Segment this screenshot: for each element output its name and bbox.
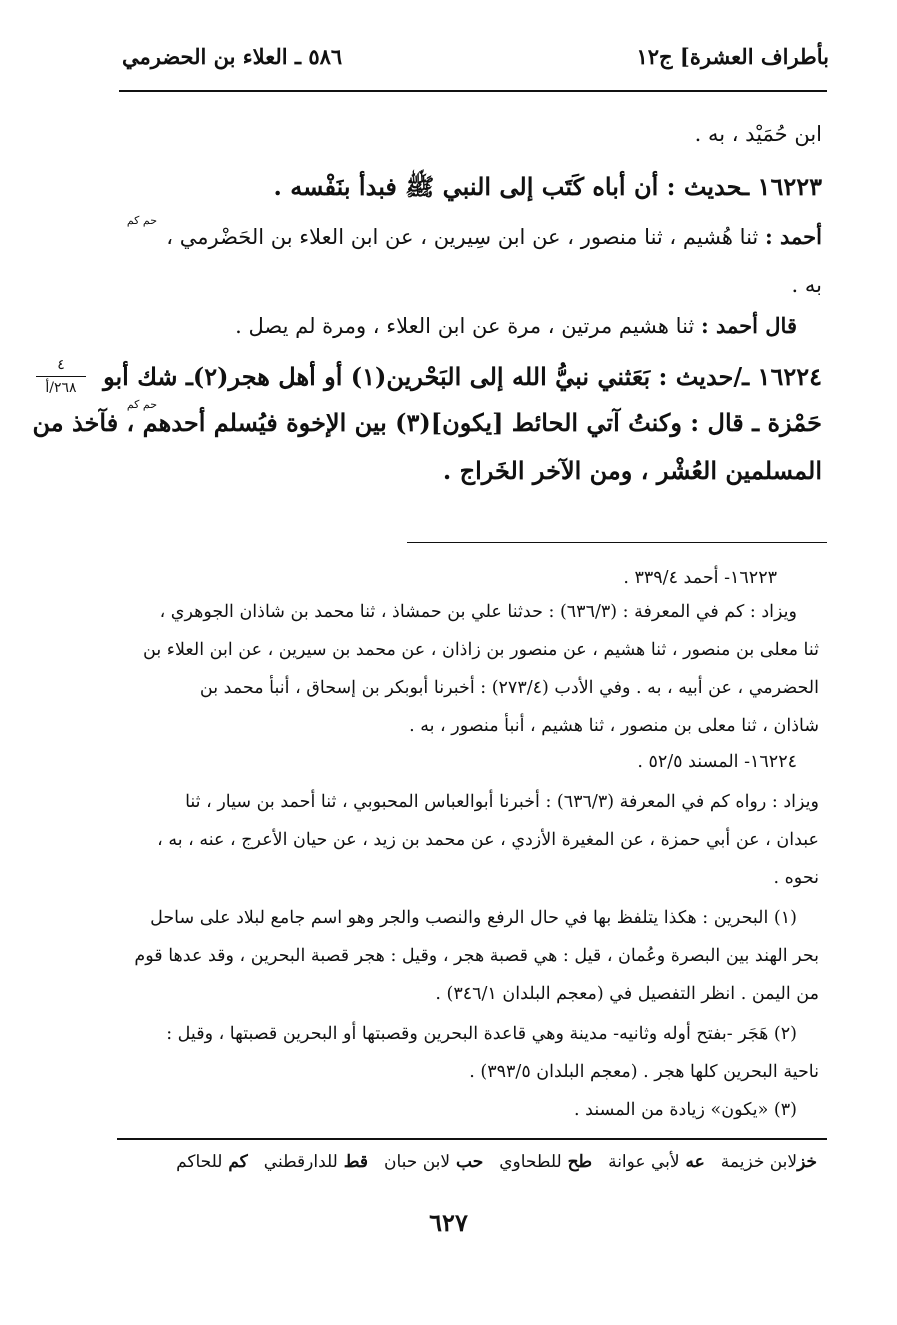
text-line: المسلمين العُشْر ، ومن الآخر الخَراج . — [442, 456, 822, 485]
footnote-line: نحوه . — [773, 868, 819, 888]
text-line: حَمْزة ـ قال : وكنتُ آتي الحائط [يكون](٣) بين الإخوة فيُسلم أحدهم ، فآخذ من — [32, 408, 822, 437]
page-number: ٦٢٧ — [429, 1208, 468, 1237]
footnote-rule — [407, 542, 827, 543]
legend-code: قط — [343, 1152, 369, 1172]
legend-label: لابن خزيمة — [720, 1152, 798, 1172]
text-line: ابن حُمَيْد ، به . — [694, 122, 822, 146]
folio-bottom: ٢٦٨/أ — [45, 380, 77, 396]
footnote-line: ناحية البحرين كلها هجر . (معجم البلدان ٣٩٣/٥) . — [469, 1062, 819, 1082]
footnote-line: الحضرمي ، عن أبيه ، به . وفي الأدب (٢٧٣/٤) : أخبرنا أبوبكر بن إسحاق ، أنبأ محمد بن — [199, 678, 819, 698]
header-rule — [119, 90, 827, 92]
folio-top: ٤ — [57, 357, 65, 373]
legend-code: حب — [456, 1152, 484, 1172]
source-sigla: حم كم — [126, 214, 157, 227]
text-line: به . — [791, 273, 822, 297]
source-sigla: حم كم — [126, 398, 157, 411]
legend-code: طح — [567, 1152, 593, 1172]
footnote-line: ويزاد : كم في المعرفة : (٦٣٦/٣) : حدثنا علي بن حمشاذ ، ثنا محمد بن شاذان الجوهري ، — [159, 602, 797, 622]
footnote-line: (٣) «يكون» زيادة من المسند . — [574, 1100, 797, 1120]
manuscript-folio-note — [30, 356, 92, 397]
legend-label: للدارقطني — [263, 1152, 338, 1172]
legend-item — [499, 1152, 592, 1172]
legend-item — [264, 1152, 368, 1172]
footnote-line: ويزاد : رواه كم في المعرفة (٦٣٦/٣) : أخبرنا أبوالعباس المحبوبي ، ثنا أحمد بن سيار ، ثنا — [185, 792, 819, 812]
running-header-title: بأطراف العشرة] ج١٢ — [636, 44, 829, 69]
legend-item — [176, 1152, 248, 1172]
folio-divider — [36, 376, 86, 377]
legend-label: لأبي عوانة — [608, 1152, 680, 1172]
legend-code: عه — [685, 1152, 705, 1172]
text-line — [235, 313, 797, 338]
hadith-16223-heading — [274, 172, 822, 207]
narrator-label: قال أحمد : — [700, 313, 797, 338]
footnote-line: (٢) هَجَر -بفتح أوله وثانيه- مدينة وهي قاعدة البحرين وقصبتها أو البحرين قصبتها ، وقيل : — [166, 1024, 797, 1044]
footnote-line: ثنا معلى بن منصور ، ثنا هشيم ، عن منصور بن زاذان ، عن محمد بن سيرين ، عن ابن العلاء بن — [143, 640, 819, 660]
legend-code: خز — [797, 1152, 817, 1172]
footnote-line: شاذان ، ثنا معلى بن منصور ، ثنا هشيم ، أنبأ منصور ، به . — [409, 716, 819, 736]
legend-label: لابن حبان — [384, 1152, 451, 1172]
footnote-line: بحر الهند بين البصرة وعُمان ، قيل : هي قصبة هجر ، وقيل : هجر قصبة البحرين ، وقد عدها قوم — [134, 946, 819, 966]
legend-item — [384, 1152, 483, 1172]
footnote-line: (١) البحرين : هكذا يتلفظ بها في حال الرفع والنصب والجر وهو اسم جامع لبلاد على ساحل — [150, 908, 797, 928]
footnote-line: عبدان ، عن أبي حمزة ، عن المغيرة الأزدي ، عن محمد بن زيد ، عن حيان الأعرج ، عنه ، به ، — [157, 830, 819, 850]
footnote-line: ١٦٢٢٣- أحمد ٣٣٩/٤ . — [623, 568, 777, 588]
hadith-title: حديث : بَعَثني نبيُّ الله إلى البَحْرين(١) أو أهل هجر(٢)ـ شك أبو — [103, 362, 734, 391]
hadith-title: حديث : أن أباه كَتَب إلى النبي ﷺ فبدأ بنَفْسه . — [273, 172, 743, 201]
legend-code: كم — [228, 1152, 248, 1172]
text-line — [166, 224, 822, 249]
hadith-number: ١٦٢٢٤ ـ/ — [733, 362, 822, 391]
running-header-chapter: ٥٨٦ ـ العلاء بن الحضرمي — [122, 44, 343, 69]
legend-rule — [117, 1138, 827, 1140]
isnad-text: ثنا هشيم مرتين ، مرة عن ابن العلاء ، ومرة لم يصل . — [235, 314, 695, 338]
legend-label: للطحاوي — [499, 1152, 562, 1172]
legend-item — [608, 1152, 705, 1172]
narrator-label: أحمد : — [764, 224, 822, 249]
hadith-number: ١٦٢٢٣ ـ — [742, 172, 822, 201]
footnote-line: من اليمن . انظر التفصيل في (معجم البلدان ٣٤٦/١) . — [435, 984, 819, 1004]
legend-item — [721, 1152, 817, 1172]
abbreviation-legend — [176, 1152, 817, 1172]
hadith-16224-heading — [103, 362, 822, 391]
footnote-line: ١٦٢٢٤- المسند ٥٢/٥ . — [637, 752, 797, 772]
legend-label: للحاكم — [176, 1152, 223, 1172]
isnad-text: ثنا هُشيم ، ثنا منصور ، عن ابن سِيرين ، عن ابن العلاء بن الحَضْرمي ، — [166, 225, 759, 249]
